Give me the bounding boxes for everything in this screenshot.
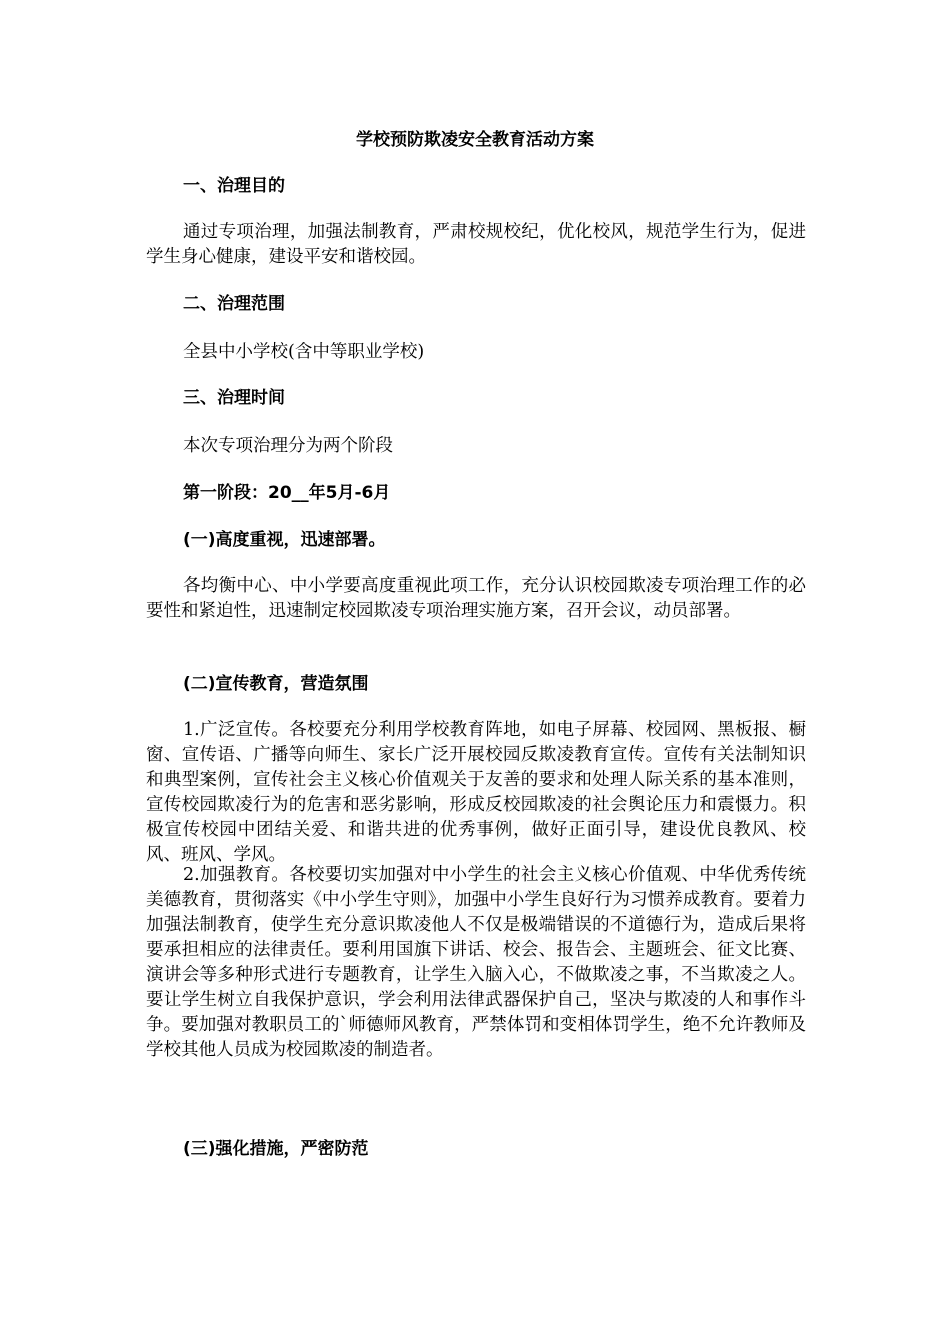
subheading-measures: (三)强化措施，严密防范 (183, 1139, 369, 1159)
section-heading-time: 三、治理时间 (183, 388, 285, 408)
paragraph-scope: 全县中小学校(含中等职业学校) (183, 342, 425, 362)
paragraph-attention: 各均衡中心、中小学要高度重视此项工作，充分认识校园欺凌专项治理工作的必要性和紧迫性，迅速制定校园欺凌专项治理实施方案，召开会议，动员部署。 (146, 576, 806, 621)
section-heading-purpose: 一、治理目的 (183, 176, 285, 196)
section-heading-phase-one: 第一阶段：20__年5月-6月 (183, 483, 391, 503)
paragraph-publicity: 1.广泛宣传。各校要充分利用学校教育阵地，如电子屏幕、校园网、黑板报、橱窗、宣传语、广播等向师生、家长广泛开展校园反欺凌教育宣传。宣传有关法制知识和典型案例，宣传社会主义核心价值观关于友善的要求和处理人际关系的基本准则，宣传校园欺凌行为的危害和恶劣影响，形成反校园欺凌的社会舆论压力和震慑力。积极宣传校园中团结关爱、和谐共进的优秀事例，做好正面引导，建设优良教风、校风、班风、学风。 (146, 720, 806, 865)
paragraph-purpose: 通过专项治理，加强法制教育，严肃校规校纪，优化校风，规范学生行为，促进学生身心健康，建设平安和谐校园。 (146, 222, 806, 267)
paragraph-time: 本次专项治理分为两个阶段 (183, 436, 393, 456)
document-title: 学校预防欺凌安全教育活动方案 (356, 130, 594, 150)
subheading-publicity: (二)宣传教育，营造氛围 (183, 674, 369, 694)
paragraph-education: 2.加强教育。各校要切实加强对中小学生的社会主义核心价值观、中华优秀传统美德教育，贯彻落实《中小学生守则》，加强中小学生良好行为习惯养成教育。要着力加强法制教育，使学生充分意识欺凌他人不仅是极端错误的不道德行为，造成后果将要承担相应的法律责任。要利用国旗下讲话、校会、报告会、主题班会、征文比赛、演讲会等多种形式进行专题教育，让学生入脑入心，不做欺凌之事，不当欺凌之人。要让学生树立自我保护意识，学会利用法律武器保护自己，坚决与欺凌的人和事作斗争。要加强对教职员工的`师德师风教育，严禁体罚和变相体罚学生，绝不允许教师及学校其他人员成为校园欺凌的制造者。 (146, 865, 806, 1060)
subheading-attention: (一)高度重视，迅速部署。 (183, 530, 386, 550)
section-heading-scope: 二、治理范围 (183, 294, 285, 314)
